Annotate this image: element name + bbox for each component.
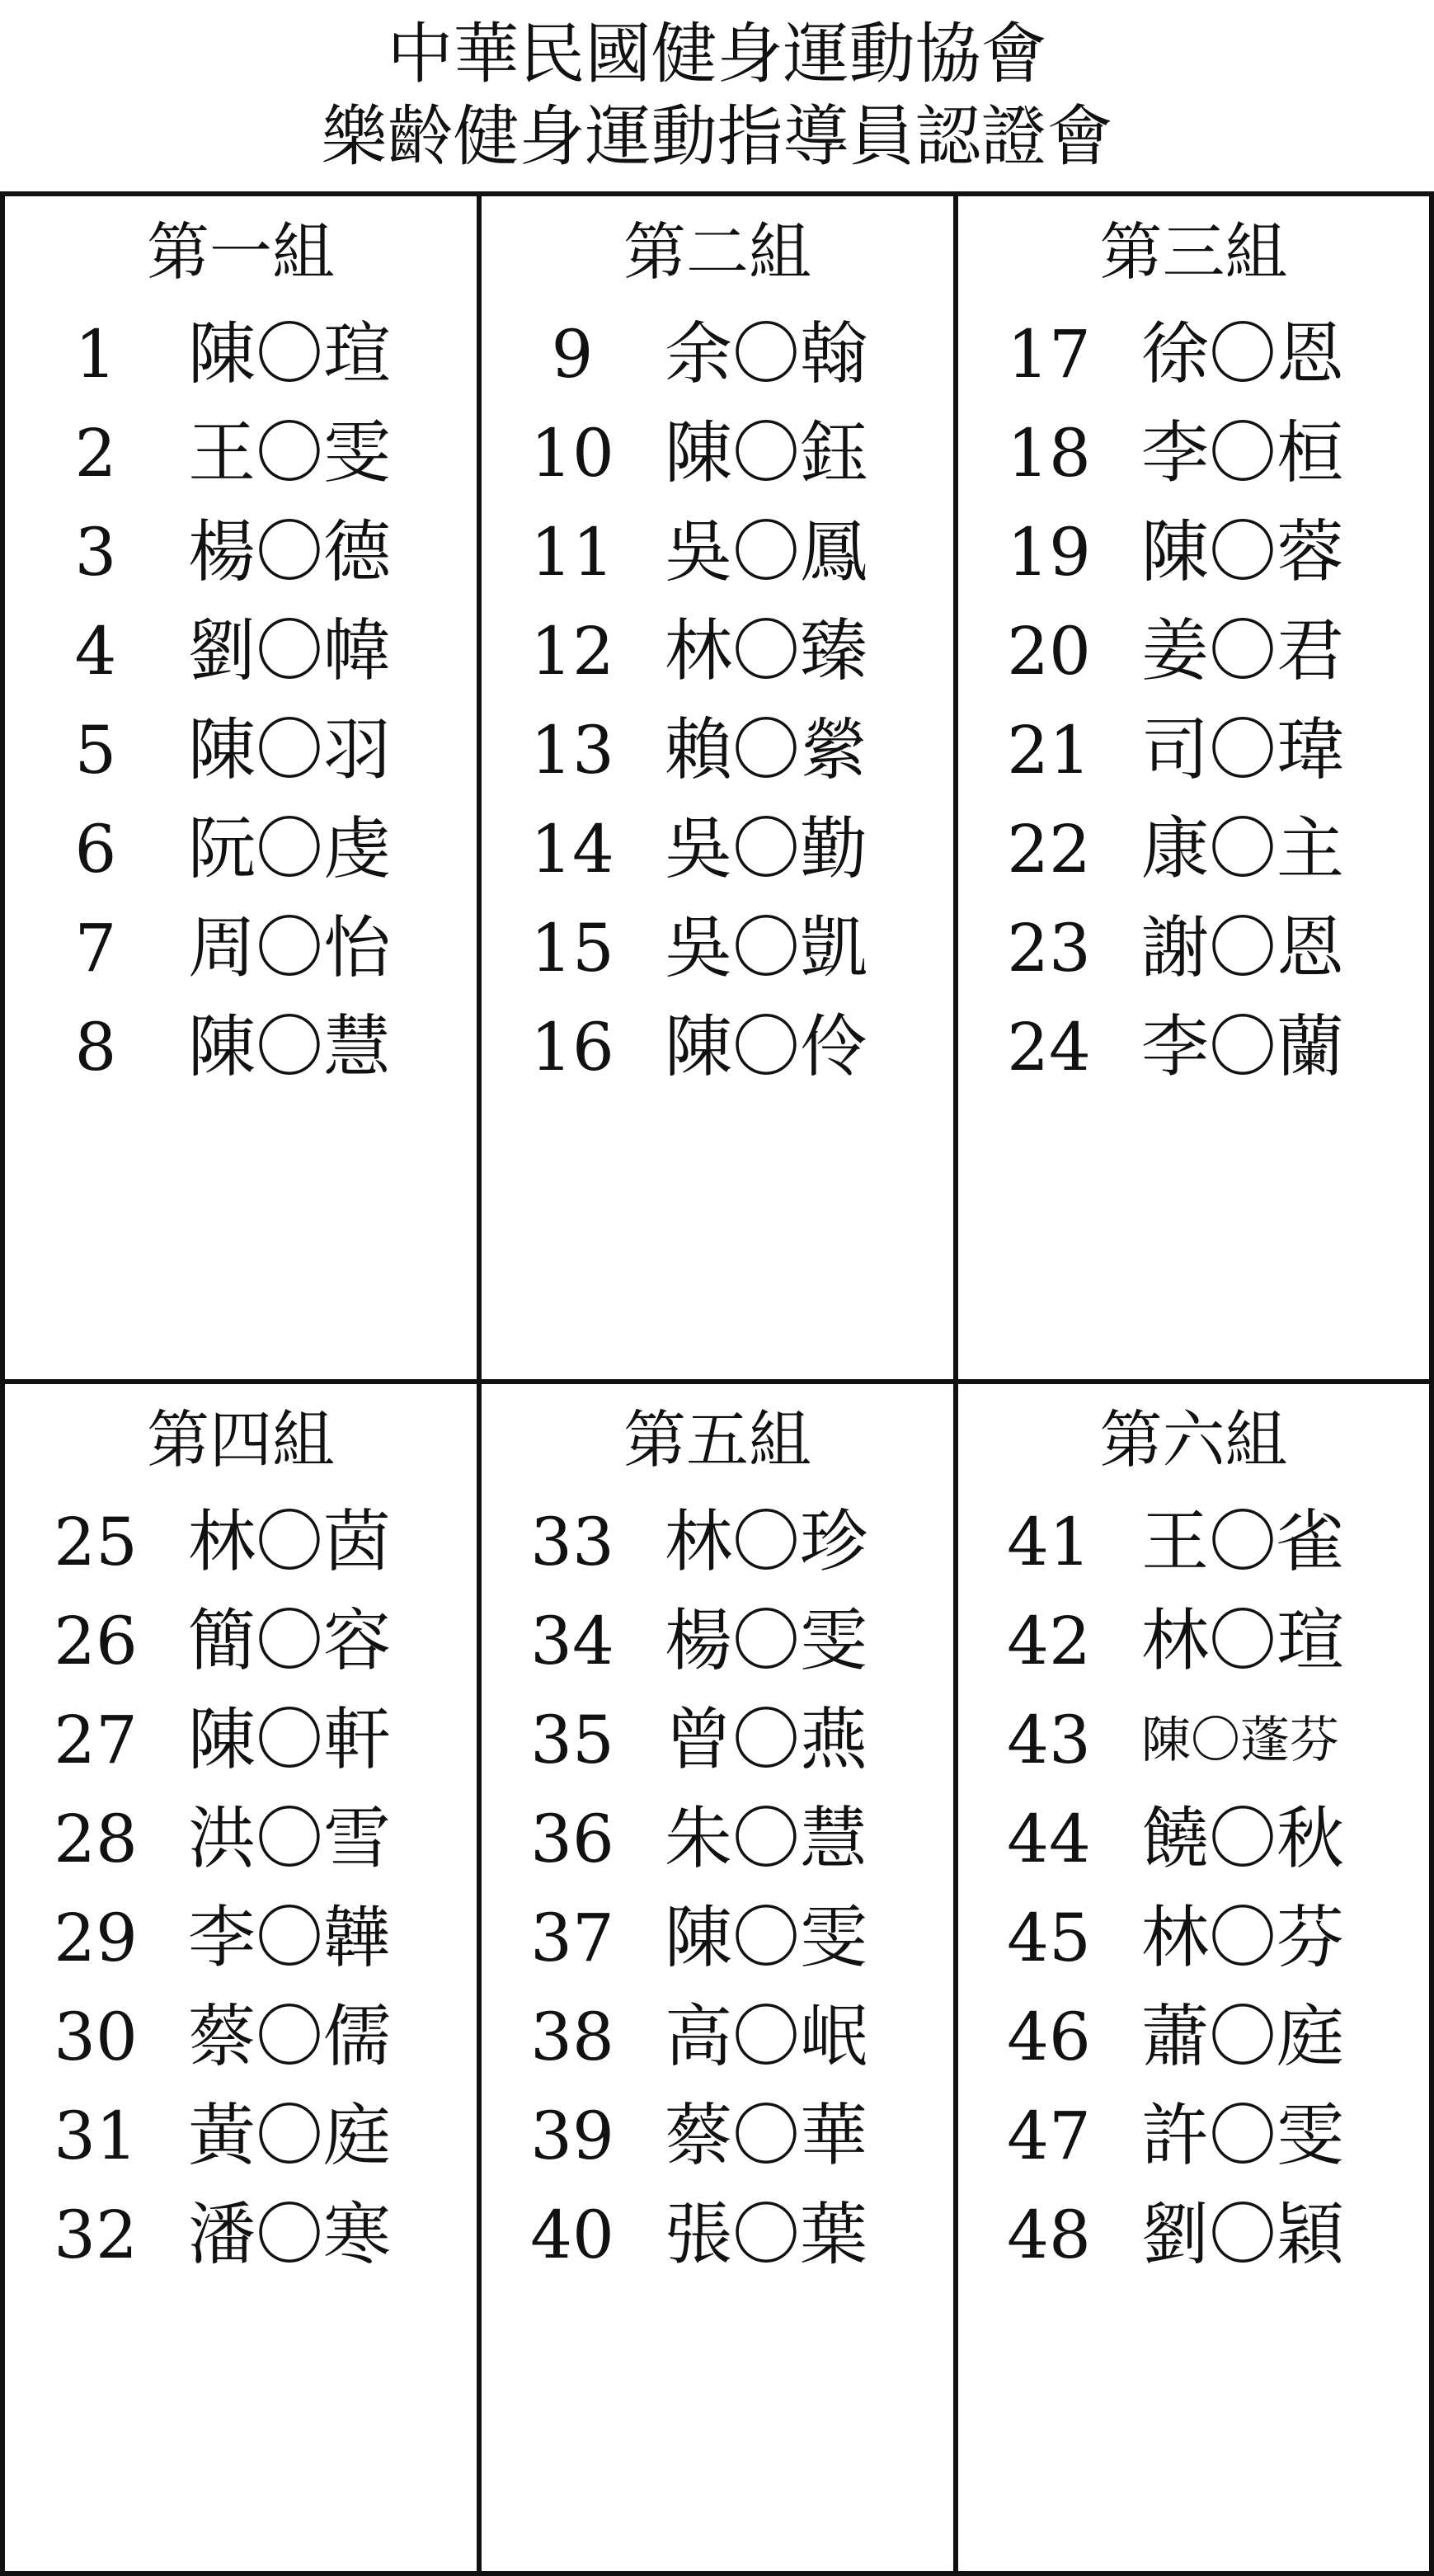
member-number: 33: [530, 1504, 614, 1580]
member-name: 李〇韡: [188, 1899, 392, 1977]
member-name: 楊〇德: [188, 513, 392, 591]
group-title: 第一組: [147, 215, 335, 289]
member-name: 洪〇雪: [188, 1800, 392, 1878]
member-name: 陳〇慧: [188, 1008, 392, 1086]
member-number: 41: [1007, 1504, 1091, 1580]
member-entry: [482, 1493, 953, 1592]
member-entry: [482, 305, 953, 404]
member-number: 20: [1007, 613, 1091, 690]
member-number: 7: [74, 910, 117, 987]
member-entry: [5, 1493, 477, 1592]
member-number: 1: [74, 316, 117, 393]
member-name: 陳〇蓬芬: [1141, 1712, 1339, 1769]
member-number: 45: [1007, 1900, 1091, 1976]
member-entry: [5, 2087, 477, 2186]
member-list: [958, 1493, 1429, 2285]
member-number: 25: [54, 1504, 138, 1580]
group-grid: [0, 191, 1434, 2576]
member-name: 張〇葉: [665, 2196, 868, 2274]
member-entry: [958, 1889, 1429, 1988]
member-number: 8: [74, 1009, 117, 1085]
member-entry: [5, 1790, 477, 1889]
group-panel-4: [0, 1379, 482, 2576]
member-name: 曾〇燕: [665, 1701, 868, 1779]
event-title: 樂齡健身運動指導員認證會: [321, 98, 1113, 175]
member-name: 黃〇庭: [188, 2097, 392, 2175]
member-number: 40: [530, 2197, 614, 2273]
member-entry: [958, 1790, 1429, 1889]
member-name: 謝〇恩: [1141, 909, 1345, 987]
member-number: 42: [1007, 1603, 1091, 1679]
member-list: [5, 305, 477, 1097]
member-name: 朱〇慧: [665, 1800, 868, 1878]
member-list: [482, 1493, 953, 2285]
group-title: 第四組: [147, 1403, 335, 1476]
member-entry: [482, 800, 953, 899]
member-entry: [5, 503, 477, 602]
member-entry: [958, 2186, 1429, 2285]
member-entry: [482, 1988, 953, 2087]
member-number: 28: [54, 1801, 138, 1877]
member-number: 19: [1007, 514, 1091, 591]
member-number: 38: [530, 1999, 614, 2075]
organization-title: 中華民國健身運動協會: [387, 16, 1047, 92]
member-number: 35: [530, 1702, 614, 1778]
member-number: 36: [530, 1801, 614, 1877]
member-name: 劉〇穎: [1141, 2196, 1345, 2274]
member-number: 26: [54, 1603, 138, 1679]
member-entry: [482, 404, 953, 503]
member-entry: [958, 800, 1429, 899]
member-entry: [482, 1691, 953, 1790]
member-entry: [958, 602, 1429, 701]
member-entry: [958, 1493, 1429, 1592]
member-number: 48: [1007, 2197, 1091, 2273]
member-entry: [5, 800, 477, 899]
member-number: 47: [1007, 2098, 1091, 2174]
member-name: 康〇主: [1141, 810, 1345, 888]
member-entry: [5, 1889, 477, 1988]
member-number: 4: [74, 613, 117, 690]
member-name: 蔡〇華: [665, 2097, 868, 2175]
member-number: 24: [1007, 1009, 1091, 1085]
member-number: 21: [1007, 712, 1091, 789]
member-entry: [482, 701, 953, 800]
member-name: 陳〇雯: [665, 1899, 868, 1977]
member-name: 王〇雯: [188, 414, 392, 492]
member-name: 姜〇君: [1141, 612, 1345, 690]
member-entry: [958, 2087, 1429, 2186]
member-name: 余〇翰: [665, 315, 868, 393]
member-name: 林〇臻: [665, 612, 868, 690]
member-number: 23: [1007, 910, 1091, 987]
member-name: 陳〇瑄: [188, 315, 392, 393]
member-number: 43: [1007, 1702, 1091, 1778]
member-number: 31: [54, 2098, 138, 2174]
member-name: 吳〇凱: [665, 909, 868, 987]
member-entry: [5, 701, 477, 800]
member-name: 司〇瑋: [1141, 711, 1345, 789]
member-number: 37: [530, 1900, 614, 1976]
member-entry: [482, 1790, 953, 1889]
member-entry: [5, 998, 477, 1097]
member-list: [482, 305, 953, 1097]
member-entry: [482, 899, 953, 998]
member-number: 12: [530, 613, 614, 690]
member-name: 劉〇幃: [188, 612, 392, 690]
member-name: 林〇珍: [665, 1503, 868, 1581]
group-title: 第五組: [623, 1403, 811, 1476]
member-name: 吳〇勤: [665, 810, 868, 888]
member-name: 簡〇容: [188, 1602, 392, 1680]
member-name: 王〇雀: [1141, 1503, 1345, 1581]
member-name: 徐〇恩: [1141, 315, 1345, 393]
group-panel-3: [953, 191, 1434, 1384]
member-entry: [958, 998, 1429, 1097]
member-number: 9: [551, 316, 594, 393]
member-entry: [958, 1592, 1429, 1691]
member-name: 周〇怡: [188, 909, 392, 987]
member-entry: [5, 305, 477, 404]
member-name: 陳〇羽: [188, 711, 392, 789]
member-number: 30: [54, 1999, 138, 2075]
group-panel-2: [477, 191, 958, 1384]
member-number: 16: [530, 1009, 614, 1085]
member-name: 陳〇蓉: [1141, 513, 1345, 591]
member-name: 蕭〇庭: [1141, 1998, 1345, 2076]
member-entry: [958, 899, 1429, 998]
member-number: 10: [530, 415, 614, 492]
member-entry: [482, 2186, 953, 2285]
group-title: 第六組: [1099, 1403, 1288, 1476]
member-name: 陳〇鈺: [665, 414, 868, 492]
member-entry: [5, 1592, 477, 1691]
member-name: 林〇芬: [1141, 1899, 1345, 1977]
member-entry: [482, 602, 953, 701]
member-entry: [958, 1988, 1429, 2087]
member-name: 許〇雯: [1141, 2097, 1345, 2175]
member-name: 楊〇雯: [665, 1602, 868, 1680]
member-entry: [5, 602, 477, 701]
member-name: 潘〇寒: [188, 2196, 392, 2274]
member-list: [958, 305, 1429, 1097]
member-name: 陳〇軒: [188, 1701, 392, 1779]
member-entry: [482, 998, 953, 1097]
group-title: 第三組: [1099, 215, 1288, 289]
member-name: 李〇蘭: [1141, 1008, 1345, 1086]
member-entry: [482, 2087, 953, 2186]
member-number: 32: [54, 2197, 138, 2273]
member-entry: [482, 503, 953, 602]
document-header: [0, 0, 1434, 190]
member-name: 饒〇秋: [1141, 1800, 1345, 1878]
member-entry: [958, 404, 1429, 503]
member-name: 吳〇鳳: [665, 513, 868, 591]
member-list: [5, 1493, 477, 2285]
member-number: 18: [1007, 415, 1091, 492]
member-name: 高〇岷: [665, 1998, 868, 2076]
group-panel-6: [953, 1379, 1434, 2576]
member-entry: [958, 305, 1429, 404]
member-entry: [5, 2186, 477, 2285]
member-number: 2: [74, 415, 117, 492]
member-entry: [482, 1889, 953, 1988]
member-name: 賴〇縈: [665, 711, 868, 789]
member-number: 15: [530, 910, 614, 987]
member-number: 27: [54, 1702, 138, 1778]
member-entry: [5, 404, 477, 503]
member-entry: [5, 1691, 477, 1790]
member-number: 34: [530, 1603, 614, 1679]
member-entry: [958, 1691, 1429, 1790]
member-number: 44: [1007, 1801, 1091, 1877]
member-number: 3: [74, 514, 117, 591]
member-number: 39: [530, 2098, 614, 2174]
group-panel-1: [0, 191, 482, 1384]
member-number: 14: [530, 811, 614, 888]
member-number: 5: [74, 712, 117, 789]
member-number: 22: [1007, 811, 1091, 888]
member-name: 林〇瑄: [1141, 1602, 1345, 1680]
member-number: 17: [1007, 316, 1091, 393]
member-number: 6: [74, 811, 117, 888]
member-name: 蔡〇儒: [188, 1998, 392, 2076]
member-entry: [482, 1592, 953, 1691]
member-name: 李〇桓: [1141, 414, 1345, 492]
member-name: 陳〇伶: [665, 1008, 868, 1086]
member-entry: [958, 701, 1429, 800]
group-title: 第二組: [623, 215, 811, 289]
group-panel-5: [477, 1379, 958, 2576]
member-number: 29: [54, 1900, 138, 1976]
member-number: 46: [1007, 1999, 1091, 2075]
member-entry: [5, 1988, 477, 2087]
member-name: 林〇茵: [188, 1503, 392, 1581]
member-number: 13: [530, 712, 614, 789]
member-entry: [958, 503, 1429, 602]
member-name: 阮〇虔: [188, 810, 392, 888]
member-entry: [5, 899, 477, 998]
member-number: 11: [530, 514, 614, 591]
